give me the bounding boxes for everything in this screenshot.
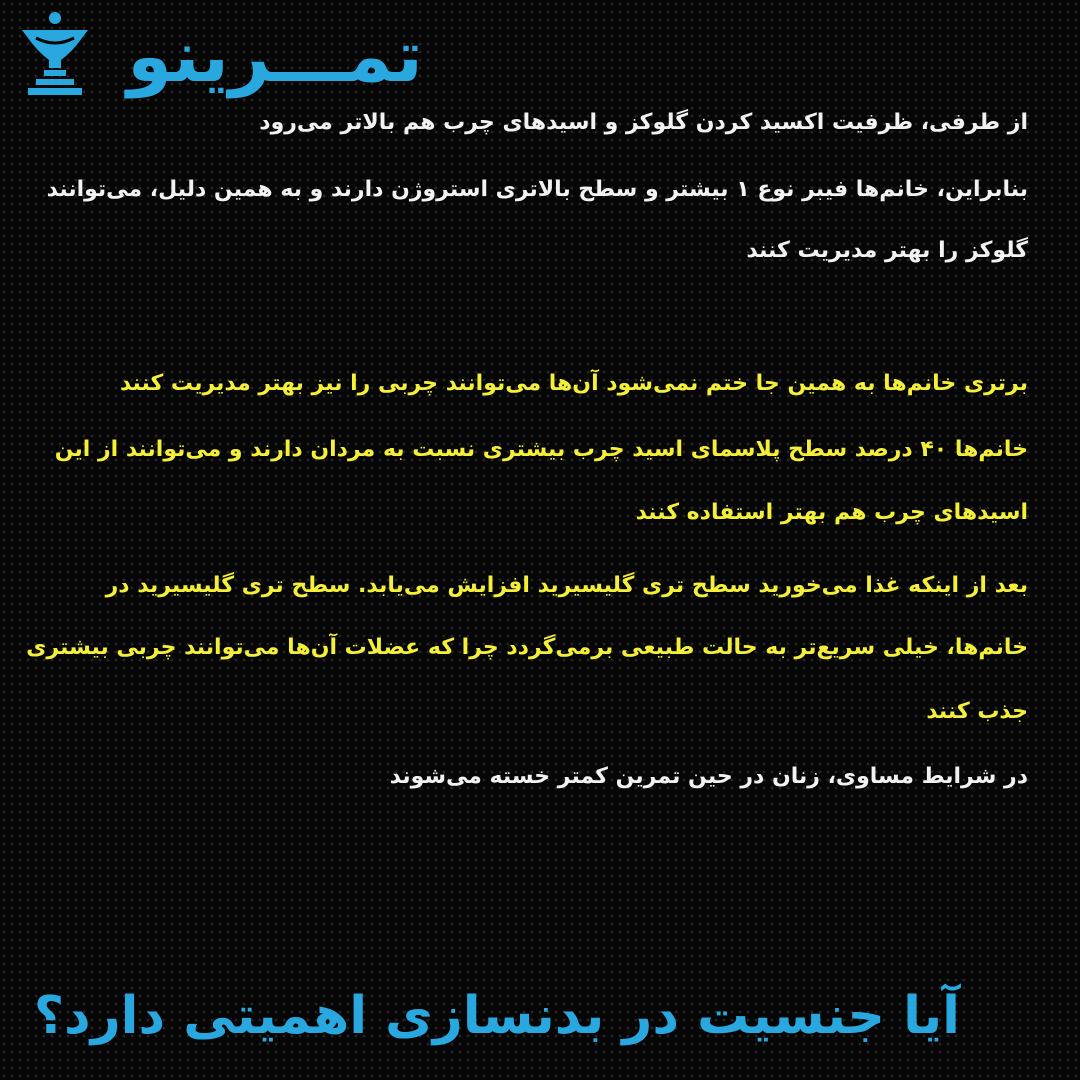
paragraph-4-line-1: در شرایط مساوی، زنان در حین تمرین کمتر خسته می‌شوند bbox=[389, 764, 1028, 789]
paragraph-1-line-1: از طرفی، ظرفیت اکسید کردن گلوکز و اسیدهای چرب هم بالاتر می‌رود bbox=[259, 110, 1028, 135]
paragraph-3-line-1: بعد از اینکه غذا می‌خورید سطح تری گلیسیرید افزایش می‌یابد. سطح تری گلیسیرید در bbox=[105, 573, 1028, 598]
article-body bbox=[26, 0, 1028, 1080]
paragraph-2-line-3: اسیدهای چرب هم بهتر استفاده کنند bbox=[635, 500, 1028, 525]
paragraph-3-line-3: جذب کنند bbox=[926, 699, 1028, 724]
footer-question-title: آیا جنسیت در بدنسازی اهمیتی دارد؟ bbox=[33, 986, 960, 1046]
paragraph-1-line-3: گلوکز را بهتر مدیریت کنند bbox=[746, 238, 1028, 263]
brand-wordmark: تمـــرینو bbox=[127, 14, 423, 98]
paragraph-2-line-1: برتری خانم‌ها به همین جا ختم نمی‌شود آن‌ها می‌توانند چربی را نیز بهتر مدیریت کنند bbox=[119, 371, 1028, 396]
paragraph-3-line-2: خانم‌ها، خیلی سریع‌تر به حالت طبیعی برمی‌گردد چرا که عضلات آن‌ها می‌توانند چربی بیشتری bbox=[26, 635, 1028, 660]
paragraph-2-line-2: خانم‌ها ۴۰ درصد سطح پلاسمای اسید چرب بیشتری نسبت به مردان دارند و می‌توانند از این bbox=[54, 437, 1028, 462]
paragraph-1-line-2: بنابراین، خانم‌ها فیبر نوع ۱ بیشتر و سطح بالاتری استروژن دارند و به همین دلیل، می‌توانند bbox=[46, 177, 1028, 202]
